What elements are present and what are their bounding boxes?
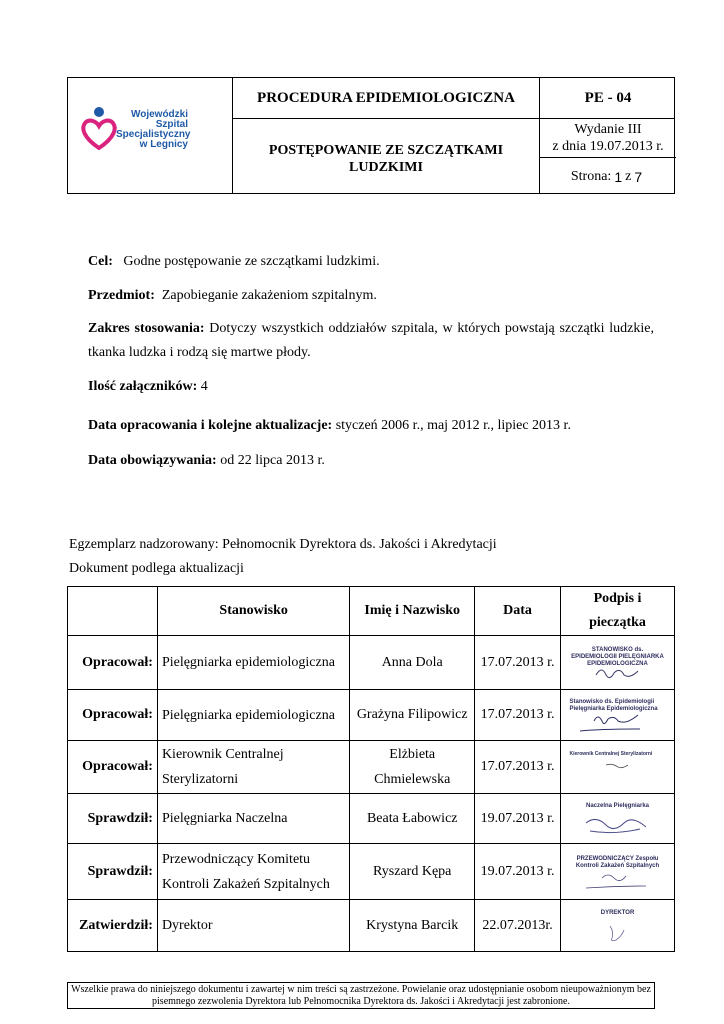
signature-stamp: STANOWISKO ds. EPIDEMIOLOGII PIELĘGNIARKA EPIDEMIOLOGICZNA — [561, 636, 675, 690]
header-position: Stanowisko — [157, 587, 349, 636]
signature-scribble-icon — [576, 920, 656, 946]
hospital-logo: Wojewódzki Szpital Specjalistyczny w Legnicy — [78, 106, 218, 156]
header-date: Data — [475, 587, 561, 636]
table-row: Opracował: Kierownik Centralnej Sterylizatorni Elżbieta Chmielewska 17.07.2013 r. Kierownik Centralnej Sterylizatorni — [68, 741, 675, 794]
goal-paragraph: Cel: Godne postępowanie ze szczątkami ludzkimi. — [88, 254, 380, 269]
scope-paragraph: Zakres stosowania: Dotyczy wszystkich oddziałów szpitala, w których powstają szczątki ludzkie, tkanka ludzka i rodzą się martwe płody. — [88, 321, 654, 360]
table-row: Sprawdził: Pielęgniarka Naczelna Beata Łabowicz 19.07.2013 r. Naczelna Pielęgniarka — [68, 794, 675, 844]
procedure-subtitle: POSTĘPOWANIE ZE SZCZĄTKAMI LUDZKIMI — [268, 143, 504, 175]
signature-scribble-icon — [576, 866, 656, 892]
table-row: Zatwierdził: Dyrektor Krystyna Barcik 22.07.2013r. DYREKTOR — [68, 900, 675, 952]
approval-table — [67, 586, 675, 952]
procedure-code: PE - 04 — [584, 89, 632, 106]
signature-stamp: PRZEWODNICZĄCY Zespołu Kontroli Zakażeń Szpitalnych — [561, 844, 675, 900]
header-signature: Podpis i pieczątka — [561, 587, 675, 636]
dates-paragraph: Data opracowania i kolejne aktualizacje: styczeń 2006 r., maj 2012 r., lipiec 2013 r. — [88, 418, 571, 433]
header-empty — [68, 587, 158, 636]
table-row: Opracował: Pielęgniarka epidemiologiczna Grażyna Filipowicz 17.07.2013 r. Stanowisko ds. Epidemiologii Pielęgniarka Epidemiologiczna — [68, 690, 675, 741]
table-row: Sprawdził: Przewodniczący Komitetu Kontroli Zakażeń Szpitalnych Ryszard Kępa 19.07.2013 r. PRZEWODNICZĄCY Zespołu Kontroli Zakażeń Szpitalnych — [68, 844, 675, 900]
update-line: Dokument podlega aktualizacji — [69, 561, 244, 576]
page-number: Strona: 1 z 7 — [570, 168, 643, 185]
signature-stamp: Kierownik Centralnej Sterylizatorni — [561, 741, 675, 794]
subject-paragraph: Przedmiot: Zapobieganie zakażeniom szpitalnym. — [88, 288, 377, 303]
signature-stamp: Stanowisko ds. Epidemiologii Pielęgniarka Epidemiologiczna — [561, 690, 675, 741]
signature-scribble-icon — [576, 709, 656, 735]
table-row: Opracował: Pielęgniarka epidemiologiczna Anna Dola 17.07.2013 r. STANOWISKO ds. EPIDEMIOLOGII PIELĘGNIARKA EPIDEMIOLOGICZNA — [68, 636, 675, 690]
document-header — [67, 77, 675, 194]
table-header-row — [68, 587, 675, 636]
signature-stamp: DYREKTOR — [561, 900, 675, 952]
controlled-copy-line: Egzemplarz nadzorowany: Pełnomocnik Dyrektora ds. Jakości i Akredytacji — [69, 537, 497, 552]
signature-scribble-icon — [576, 813, 656, 839]
signature-scribble-icon — [576, 761, 656, 787]
validity-paragraph: Data obowiązywania: od 22 lipca 2013 r. — [88, 453, 325, 468]
copyright-footer: Wszelkie prawa do niniejszego dokumentu i zawartej w nim treści są zastrzeżone. Powielanie oraz udostępnianie osobom nieupoważnionym bez pisemnego zezwolenia Dyrektora lub Pełnomocnika Dyrektora ds. Jakości i Akredytacji jest zabronione. — [67, 982, 655, 1009]
signature-stamp: Naczelna Pielęgniarka — [561, 794, 675, 844]
procedure-title: PROCEDURA EPIDEMIOLOGICZNA — [257, 89, 515, 106]
header-name: Imię i Nazwisko — [350, 587, 475, 636]
signature-scribble-icon — [576, 657, 656, 683]
heart-logo-icon — [80, 106, 120, 150]
attachments-paragraph: Ilość załączników: 4 — [88, 379, 208, 394]
edition-info: Wydanie III z dnia 19.07.2013 r. — [552, 122, 664, 154]
